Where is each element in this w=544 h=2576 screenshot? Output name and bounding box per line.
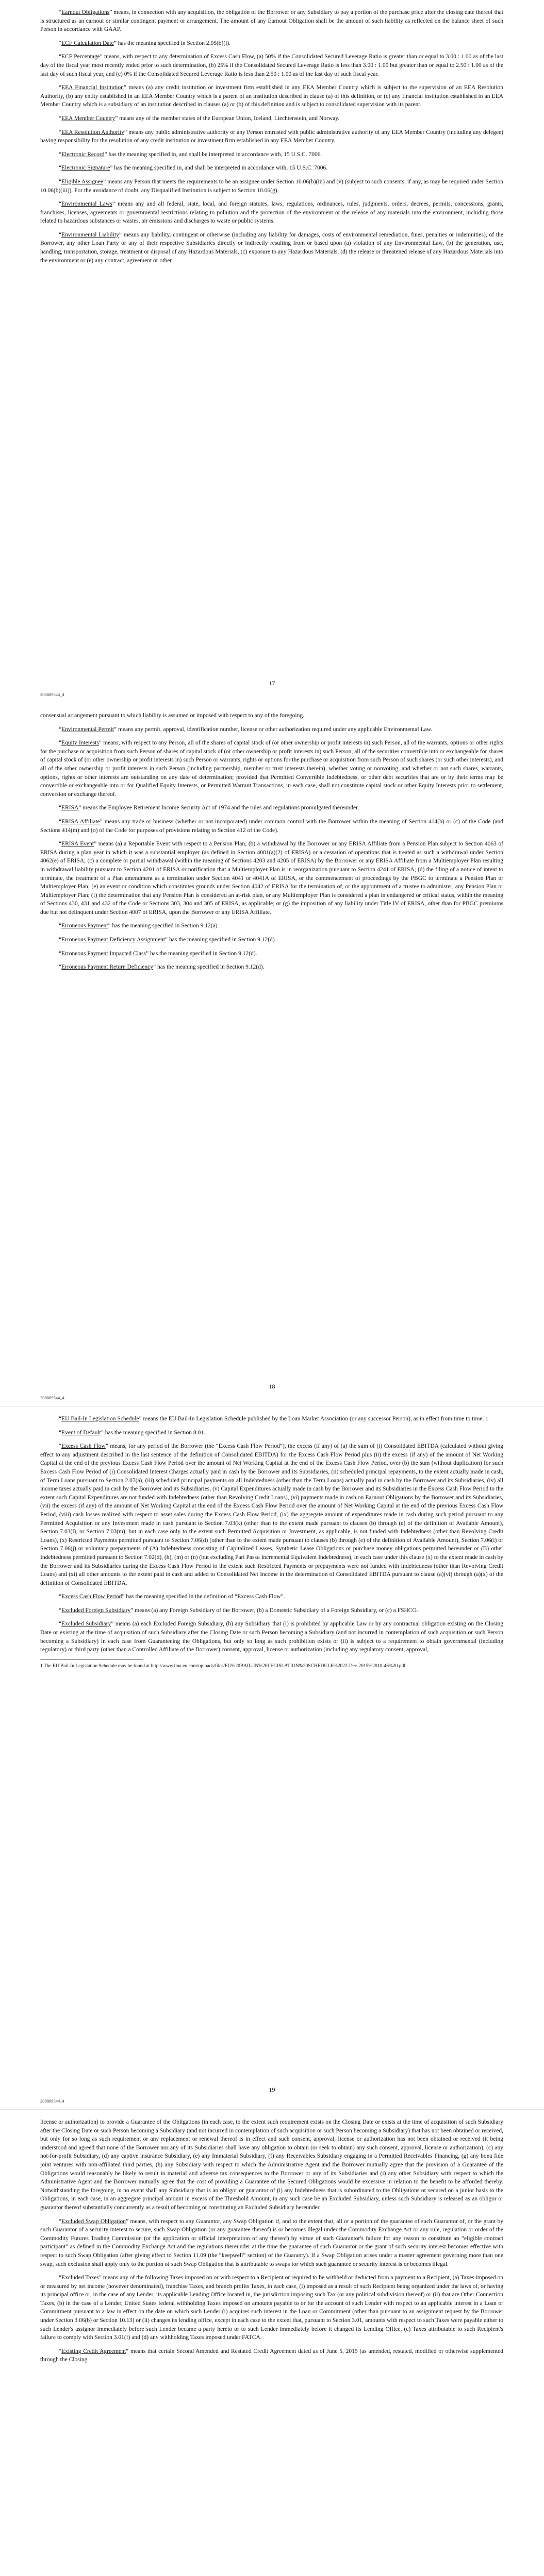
definition: “ECF Calculation Date” has the meaning specified in Section 2.05(b)(i).	[59, 40, 231, 46]
page-separator	[0, 2109, 544, 2110]
definition: “Excluded Subsidiary” means (a) each Excluded Foreign Subsidiary, (b) any Subsidiary that (i) is prohibited by applicable Law or by any contractual obligation existing on the Closing Date or existing at the time of acquisition of such Subsidiary after the Closing Date or such Person becoming a Subsidiary (and not incurred in contemplation of such acquisition or such Person becoming a Subsidiary) in each case from Guaranteeing the Obligations, but only so long as such prohibition exists or (ii) is subject to a requirement to obtain governmental (including regulatory) or third party (other than a Controlled Affiliate of the Borrower) consent, approval, license or authorization (including any regulatory consent, approval,	[40, 1621, 503, 1653]
page-20-body	[40, 2118, 503, 2369]
definition: “Environmental Laws” means any and all federal, state, local, and foreign statutes, laws, regulations, ordinances, rules, judgments, orders, decrees, permits, concessions, grants, franchises, licenses, agreements or governmental restrictions relating to pollution and the protection of the environment or the release of any materials into the environment, including those related to hazardous substances or wastes, air emissions and discharges to waste or public systems.	[40, 201, 503, 225]
continued-paragraph: consensual arrangement pursuant to which liability is assumed or imposed with respect to any of the foregoing.	[40, 713, 304, 719]
definition: “EEA Financial Institution” means (a) any credit institution or investment firm established in any EEA Member Country which is subject to the supervision of an EEA Resolution Authority, (b) any entity established in an EEA Member Country which is a parent of an institution described in clause (a) of this definition, or (c) any financial institution established in an EEA Member Country which is a subsidiary of an institution described in clauses (a) or (b) of this definition and is subject to consolidated supervision with its parent.	[40, 84, 503, 108]
definition: “Erroneous Payment” has the meaning specified in Section 9.12(a).	[59, 923, 219, 929]
continued-paragraph: license or authorization) to provide a Guarantee of the Obligations (in each case, to the extent such requirement exists on the Closing Date or exists at the time of acquisition of such Subsidiary after the Closing Date or such Person becoming a Subsidiary (and not incurred in contemplation of such acquisition or such Person becoming a Subsidiary) that has not been obtained or received, but only for so long as such requirement or any replacement or renewal thereof is in effect and such consent, approval, license or authorization has not been obtained or received (it being understood and agreed that none of the Borrower nor any of its Subsidiaries shall have any obligation to obtain (or seek to obtain) any such consent, approval, license or authorization), (c) any not-for-profit Subsidiary, (d) any captive insurance Subsidiary, (e) any Immaterial Subsidiary, (f) any Receivables Subsidiary engaging in a Permitted Receivables Financing, (g) any bona fide joint ventures with non-affiliated third parties, (h) any Subsidiary with respect to which the Administrative Agent and the Borrower mutually agree that the provision of a Guarantee of the Obligations would reasonably be likely to result in material and adverse tax consequences to the Borrower or any of its Subsidiaries and (i) any other Subsidiary with respect to which the Administrative Agent and the Borrower mutually agree that the cost of providing a Guarantee of the Secured Obligations would be excessive in relation to the benefit to be afforded thereby. Notwithstanding the foregoing, in no event shall any Subsidiary that is an obligor or guarantor of (i) any Indebtedness that is subordinated to the Obligations or secured on a junior basis to the Obligations, in each case, in an aggregate principal amount in excess of the Threshold Amount, in any such case be an Excluded Subsidiary, unless such Subsidiary is released as an obligor or guarantor thereof substantially concurrently as a result of becoming or constituting an Excluded Subsidiary hereunder.	[40, 2119, 503, 2211]
definition: “Existing Credit Agreement” means that certain Second Amended and Restated Credit Agreement dated as of June 5, 2015 (as amended, restated, modified or otherwise supplemented through the Closing	[40, 2348, 503, 2363]
definition: “Erroneous Payment Deficiency Assignment” has the meaning specified in Section 9.12(d).	[59, 937, 276, 943]
definition: “Equity Interests” means, with respect to any Person, all of the shares of capital stock of (or other ownership or profit interests in) such Person, all of the warrants, options or other rights for the purchase or acquisition from such Person of shares of capital stock of (or other ownership or profit interests in) such Person, all of the securities convertible into or exchangeable for shares of capital stock of (or other ownership or profit interests in) such Person or warrants, rights or options for the purchase or acquisition from such Person of such shares (or such other interests), and all of the other ownership or profit interests in such Person (including partnership, member or trust interests therein), whether voting or nonvoting, and whether or not such shares, warrants, options, rights or other interests are outstanding on any date of determination; provided that Permitted Convertible Indebtedness, or other debt securities that are or by their terms may be convertible or exchangeable into or for Qualified Equity Interests, or Permitted Warrant Transactions, in each case, shall not constitute capital stock or other Equity Interests prior to settlement, conversion or exchange thereof.	[40, 740, 503, 798]
document-id: 208809544_4	[40, 2098, 64, 2104]
definition: “Electronic Record” has the meaning specified in, and shall be interpreted in accordance with, 15 U.S.C. 7006.	[59, 151, 322, 158]
definition: “ERISA” means the Employee Retirement Income Security Act of 1974 and the rules and regulations promulgated thereunder.	[59, 805, 359, 811]
definition: “Excess Cash Flow Period” has the meaning specified in the definition of “Excess Cash Flow”.	[59, 1594, 285, 1600]
definition: “Event of Default” has the meaning specified in Section 8.01.	[59, 1429, 205, 1436]
definition: “ERISA Affiliate” means any trade or business (whether or not incorporated) under common control with the Borrower within the meaning of Section 414(b) or (c) of the Code (and Sections 414(m) and (o) of the Code for purposes of provisions relating to Section 412 of the Code).	[40, 818, 504, 834]
definition: “EEA Member Country” means any of the member states of the European Union, Iceland, Liechtenstein, and Norway.	[59, 115, 340, 122]
definition: “Eligible Assignee” means any Person that meets the requirements to be an assignee under Section 10.06(b)(iii) and (v) (subject to such consents, if any, as may be required under Section 10.06(b)(iii)). For the avoidance of doubt, any Disqualified Institution is subject to Section 10.06(g).	[40, 178, 503, 194]
page-17-body	[40, 8, 503, 270]
definition: “EU Bail-In Legislation Schedule” means the EU Bail-In Legislation Schedule published by the Loan Market Association (or any successor Person), as in effect from time to time. 1	[59, 1416, 489, 1422]
page-19-body	[40, 1415, 503, 1675]
page-18-body	[40, 711, 503, 977]
definition: “Erroneous Payment Impacted Class” has the meaning specified in Section 9.12(d).	[59, 950, 257, 957]
definition: “ERISA Event” means (a) a Reportable Event with respect to a Pension Plan; (b) a withdrawal by the Borrower or any ERISA Affiliate from a Pension Plan subject to Section 4063 of ERISA during a plan year in which it was a substantial employer (as defined in Section 4001(a)(2) of ERISA) or a cessation of operations that is treated as such a withdrawal under Section 4062(e) of ERISA; (c) a complete or partial withdrawal (within the meaning of Sections 4203 and 4205 of ERISA) by the Borrower or any ERISA Affiliate from a Multiemployer Plan resulting in withdrawal liability pursuant to Section 4201 of ERISA or notification that a Multiemployer Plan is in reorganization pursuant to Section 4241 of ERISA; (d) the filing of a notice of intent to terminate, the treatment of a Plan amendment as a termination under Section 4041 or 4041A of ERISA, or the commencement of proceedings by the PBGC to terminate a Pension Plan or Multiemployer Plan; (e) an event or condition which constitutes grounds under Section 4042 of ERISA for the termination of, or the appointment of a trustee to administer, any Pension Plan or Multiemployer Plan; (f) the determination that any Pension Plan is considered an at-risk plan, or any Multiemployer Plan is considered a plan in endangered or critical status, within the meaning of Sections 430, 431 and 432 of the Code or Sections 303, 304 and 305 of ERISA, as applicable; or (g) the imposition of any liability under Title IV of ERISA, other than for PBGC premiums due but not delinquent under Section 4007 of ERISA, upon the Borrower or any ERISA Affiliate.	[40, 841, 503, 916]
definition: “Excluded Foreign Subsidiary” means (a) any Foreign Subsidiary of the Borrower, (b) a Domestic Subsidiary of a Foreign Subsidiary, or (c) a FSHCO.	[59, 1607, 418, 1614]
footnote-rule	[40, 1659, 143, 1660]
definition: “Erroneous Payment Return Deficiency” has the meaning specified in Section 9.12(d).	[59, 964, 265, 971]
definition: “Excess Cash Flow” means, for any period of the Borrower (the “Excess Cash Flow Period”), the excess (if any) of (a) the sum of (i) Consolidated EBITDA (calculated without giving effect to any adjustment described in the last sentence of the definition of Consolidated EBITDA) for the Excess Cash Flow Period plus (ii) the excess (if any) of the amount of Net Working Capital at the end of the previous Excess Cash Flow Period over the amount of Net Working Capital at the end of the Excess Cash Flow Period, over (b) the sum (without duplication) for such Excess Cash Flow Period of (i) Consolidated Interest Charges actually paid in cash by the Borrower and its Subsidiaries, (ii) scheduled principal repayments, to the extent actually made in cash, of Term Loans pursuant to Section 2.07(a), (iii) scheduled principal payments on all Indebtedness (other than the Term Loans) actually paid in cash by the Borrower and its Subsidiaries, (iv) all income taxes actually paid in cash by the Borrower and its Subsidiaries, (v) Capital Expenditures actually made in cash by the Borrower and its Subsidiaries in the Excess Cash Flow Period to the extent such Capital Expenditures are not funded with Indebtedness (other than Revolving Credit Loans), (vi) payments made in cash on Earnout Obligations by the Borrower and its Subsidiaries, (vii) the excess (if any) of the amount of Net Working Capital at the end of the Excess Cash Flow Period over the amount of Net Working Capital at the end of the previous Excess Cash Flow Period, (viii) cash losses realized with respect to asset sales during the Excess Cash Flow Period, (ix) the aggregate amount of expenditures made in cash during such period pursuant to any Permitted Acquisition or any Investment made in cash pursuant to Section 7.03(k) (other than to the extent made pursuant to clauses (b) through (e) of the definition of Available Amount), Section 7.03(l), or Section 7.03(m), but in each case only to the extent such Permitted Acquisition or Investment, as applicable, is not funded with Indebtedness (other than Revolving Credit Loans), (x) Restricted Payments permitted pursuant to Section 7.06(d) (other than to the extent made pursuant to clauses (b) through (e) of the definition of Available Amount), Section 7.06(i) or Section 7.06(j) or voluntary prepayments of (A) Indebtedness consisting of Capitalized Leases, Synthetic Lease Obligations or purchase money obligations permitted hereunder or (B) other Indebtedness permitted pursuant to Section 7.02(d), (h), (m) or (n) (but excluding Pari Passu Incremental Equivalent Indebtedness), in each case under this clause (x) to the extent made in cash by the Borrower and its Subsidiaries during the Excess Cash Flow Period to the extent such Restricted Payments or prepayments were not funded with Indebtedness (other than Revolving Credit Loans) and (xi) all other amounts to the extent paid in cash and added to Consolidated Net Income in the determination of Consolidated EBITDA pursuant to clause (a)(vi) through (a)(x) of the definition of Consolidated EBITDA.	[40, 1443, 503, 1586]
page-number: 17	[269, 680, 275, 687]
definition: “Earnout Obligations” means, in connection with any acquisition, the obligation of the Borrower or any Subsidiary to pay a portion of the purchase price after the closing date thereof that is structured as an earnout or similar contingent payment or arrangement. The amount of any Earnout Obligation shall be the amount of such liability as reflected on the balance sheet of such Person in accordance with GAAP.	[40, 9, 503, 33]
definition: “Excluded Swap Obligation” means, with respect to any Guarantor, any Swap Obligation if, and to the extent that, all or a portion of the guarantee of such Guarantor of, or the grant by such Guarantor of a security interest to secure, such Swap Obligation (or any guarantee thereof) is or becomes illegal under the Commodity Exchange Act or any rule, regulation or order of the Commodity Futures Trading Commission (or the application or official interpretation of any thereof) by virtue of such Guarantor's failure for any reason to constitute an “eligible contract participant” as defined in the Commodity Exchange Act and the regulations thereunder at the time the guarantee of such Guarantor or the grant of such security interest becomes effective with respect to such Swap Obligation (after giving effect to Section 11.09 (the “keepwell” section) of the Guaranty). If a Swap Obligation arises under a master agreement governing more than one swap, such exclusion shall apply only to the portion of such Swap Obligation that is attributable to swaps for which such guarantee or security interest is or becomes illegal.	[40, 2218, 503, 2267]
definition: “Environmental Liability” means any liability, contingent or otherwise (including any liability for damages, costs of environmental remediation, fines, penalties or indemnities), of the Borrower, any other Loan Party or any of their respective Subsidiaries directly or indirectly resulting from or based upon (a) violation of any Environmental Law, (b) the generation, use, handling, transportation, storage, treatment or disposal of any Hazardous Materials, (c) exposure to any Hazardous Materials, (d) the release or threatened release of any Hazardous Materials into the environment or (e) any contract, agreement or other	[40, 231, 504, 264]
document-id: 208809544_4	[40, 692, 64, 697]
page-number: 19	[269, 2086, 275, 2093]
definition: “Environmental Permit” means any permit, approval, identification number, license or other authorization required under any applicable Environmental Law.	[59, 726, 433, 733]
definition: “Excluded Taxes” means any of the following Taxes imposed on or with respect to a Recipient or required to be withheld or deducted from a payment to a Recipient, (a) Taxes imposed on or measured by net income (however denominated), franchise Taxes, and branch profits Taxes, in each case, (i) imposed as a result of such Recipient being organized under the laws of, or having its principal office or, in the case of any Lender, its applicable Lending Office located in, the jurisdiction imposing such Tax (or any political subdivision thereof) or (ii) that are Other Connection Taxes, (b) in the case of a Lender, United States federal withholding Taxes imposed on amounts payable to or for the account of such Lender with respect to an applicable interest in a Loan or Commitment pursuant to a law in effect on the date on which such Lender (i) acquires such interest in the Loan or Commitment (other than pursuant to an assignment request by the Borrower under Section 3.06(b) or Section 10.13) or (ii) changes its lending office, except in each case to the extent that, pursuant to Section 3.01, amounts with respect to such Taxes were payable either to such Lender's assignor immediately before such Lender became a party hereto or to such Lender immediately before it changed its Lending Office, (c) Taxes attributable to such Recipient's failure to comply with Section 3.01(f) and (d) any withholding Taxes imposed under FATCA.	[40, 2275, 503, 2341]
definition: “EEA Resolution Authority” means any public administrative authority or any Person entrusted with public administrative authority of any EEA Member Country (including any delegee) having responsibility for the resolution of any credit institution or investment firm established in any EEA Member Country.	[40, 129, 504, 144]
document-id: 208809544_4	[40, 1395, 64, 1400]
page-number: 18	[269, 1383, 275, 1390]
definition: “ECF Percentage” means, with respect to any determination of Excess Cash Flow, (a) 50% if the Consolidated Secured Leverage Ratio is greater than or equal to 3.00 : 1.00 as of the last day of the fiscal year most recently ended prior to such determination, (b) 25% if the Consolidated Secured Leverage Ratio is less than 3.00 : 1.00 but greater than or equal to 2.50 : 1.00 as of the last day of such fiscal year, and (c) 0% if the Consolidated Secured Leverage Ratio is less than 2.50 : 1.00 as of the last day of such fiscal year.	[40, 54, 503, 77]
footnote: 1 The EU Bail-In Legislation Schedule may be found at http://www.lma.eu.com/uploads/files/EU%20BAIL-IN%20LEGISLATION%20SCHEDULE%2022-Dec-2015%2010-46%20.pdf	[40, 1663, 406, 1669]
definition: “Electronic Signature” has the meaning specified in, and shall be interpreted in accordance with, 15 U.S.C. 7006.	[59, 165, 328, 172]
